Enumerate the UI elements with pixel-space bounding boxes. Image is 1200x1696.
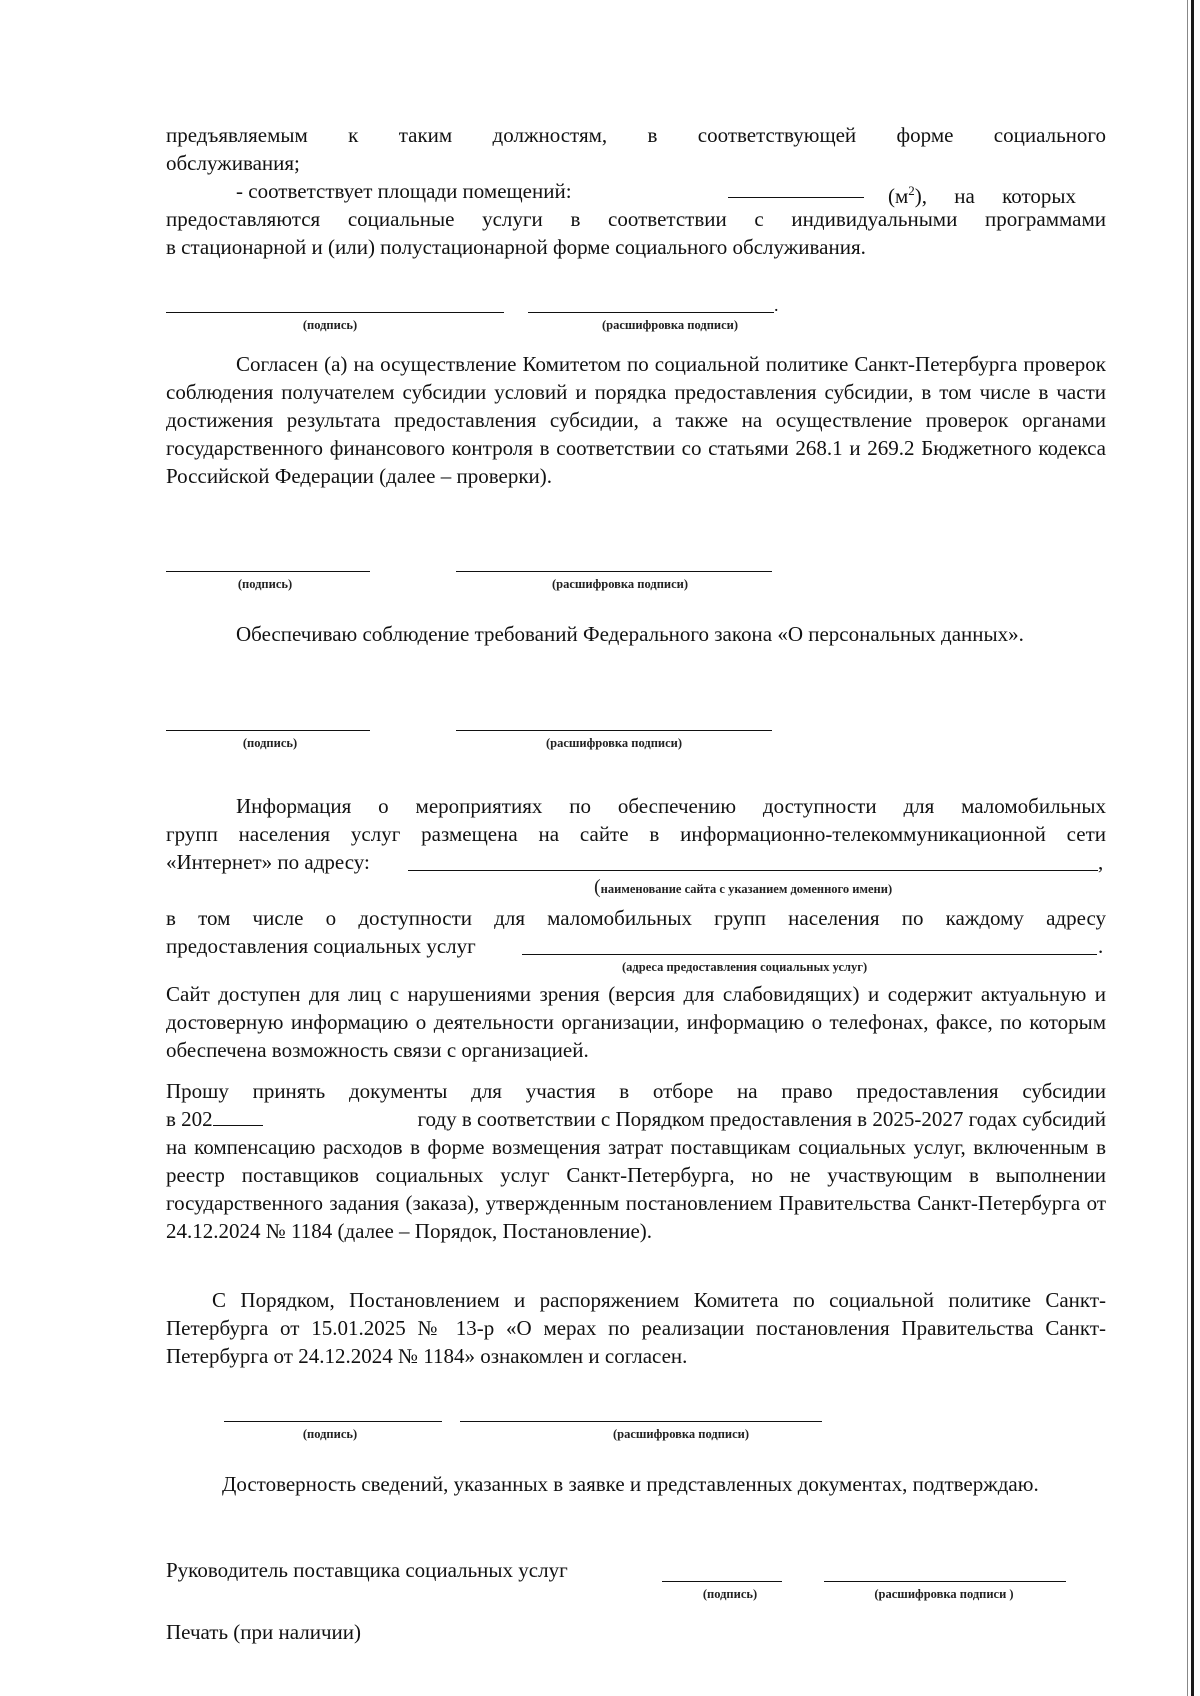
paragraph-site-accessible: Сайт доступен для лиц с нарушениями зрения (версия для слабовидящих) и содержит актуальную и достоверную информацию о деятельности организации, информацию о телефонах, факсе, по которым обеспечена возможность связи с организацией.: [166, 982, 1106, 1062]
p6-line1: Прошу принять документы для участия в отборе на право предоставления субсидии: [166, 1079, 1106, 1103]
head-sign-line: [662, 1581, 782, 1582]
sig1-dot: .: [774, 295, 779, 315]
p4-line2: групп населения услуг размещена на сайте в информационно-телекоммуникационной сети: [166, 822, 1106, 846]
paragraph-confirmation: Достоверность сведений, указанных в заявке и представленных документах, подтверждаю.: [222, 1472, 1039, 1496]
p4-line5-end: .: [1098, 934, 1104, 958]
p1-line3-pre: - соответствует площади помещений:: [236, 179, 572, 203]
paragraph-request: [166, 1077, 1106, 1245]
sig4-decode-line: [460, 1421, 822, 1422]
year-blank: [213, 1107, 263, 1126]
sig3-decode-line: [456, 730, 772, 731]
sig1-sign-caption: (подпись): [302, 318, 358, 332]
service-address-blank: [522, 932, 1097, 955]
p4-line3-text: «Интернет» по адресу:: [166, 850, 370, 874]
head-sign-caption: (подпись): [702, 1587, 758, 1601]
p6-rest: на компенсацию расходов в форме возмещения затрат поставщикам социальных услуг, включенным в реестр поставщиков социальных услуг Санкт-Петербурга, но не участвующим в выполнении государственного задания (заказа), утвержденным постановлением Правительства Санкт-Петербурга от 24.12.2024 № 1184 (далее – Порядок, Постановление).: [166, 1135, 1106, 1243]
p1-line3: [166, 177, 1106, 208]
sig2-decode-line: [456, 571, 772, 572]
head-signature-label: Руководитель поставщика социальных услуг: [166, 1558, 568, 1582]
paragraph-accessibility-cont: [166, 904, 1106, 960]
p1-line3-post: ), на которых: [914, 184, 1076, 208]
p1-line3-unit: (м: [888, 184, 909, 208]
sig2-sign-line: [166, 571, 370, 572]
sig2-decode-caption: (расшифровка подписи): [551, 577, 689, 591]
p4-line3-end: ,: [1098, 850, 1104, 874]
p6-line2: [166, 1105, 1106, 1133]
page-edge-scan-mark: [1191, 0, 1194, 1696]
sig4-decode-caption: (расшифровка подписи): [612, 1427, 750, 1441]
head-decode-line: [824, 1581, 1066, 1582]
paragraph-personal-data: Обеспечиваю соблюдение требований Федерального закона «О персональных данных».: [236, 622, 1024, 646]
p6-line2-year: [166, 1105, 263, 1133]
sig4-sign-caption: (подпись): [302, 1427, 358, 1441]
p6-line2-pre: в 202: [166, 1107, 213, 1131]
sig2-sign-caption: (подпись): [237, 577, 293, 591]
p4-line3: [166, 848, 1106, 876]
sig3-sign-line: [166, 730, 370, 731]
site-caption-paren: (: [594, 876, 601, 898]
p1-line4: предоставляются социальные услуги в соответствии с индивидуальными программами: [166, 207, 1106, 231]
paragraph-acknowledgement: С Порядком, Постановлением и распоряжением Комитета по социальной политике Санкт-Петербурга от 15.01.2025 № 13-р «О мерах по реализации постановления Правительства Санкт-Петербурга от 24.12.2024 № 1184» ознакомлен и согласен.: [166, 1288, 1106, 1368]
p1-line3-unit-group: [888, 177, 1076, 210]
head-decode-caption: (расшифровка подписи ): [874, 1587, 1014, 1601]
paragraph-accessibility: [166, 792, 1106, 876]
p1-line5: в стационарной и (или) полустационарной форме социального обслуживания.: [166, 235, 866, 259]
p4-line4: в том числе о доступности для маломобильных групп населения по каждому адресу: [166, 906, 1106, 930]
sig1-sign-line: [166, 312, 504, 313]
p1-line2: обслуживания;: [166, 151, 300, 175]
sig4-sign-line: [224, 1421, 442, 1422]
paragraph-consent-checks: Согласен (а) на осуществление Комитетом по социальной политике Санкт-Петербурга проверок соблюдения получателем субсидии условий и порядка предоставления субсидии, в том числе в части достижения результата предоставления субсидии, а также на осуществление проверок органами государственного финансового контроля в соответствии со статьями 268.1 и 269.2 Бюджетного кодекса Российской Федерации (далее – проверки).: [166, 352, 1106, 488]
site-caption: [594, 876, 893, 898]
sig1-decode-line: [528, 312, 774, 313]
p1-line1: предъявляемым к таким должностям, в соответствующей форме социального: [166, 123, 1106, 147]
p6-line2-post: году в соответствии с Порядком предоставления в 2025-2027 годах субсидий: [417, 1107, 1106, 1131]
stamp-label: Печать (при наличии): [166, 1620, 362, 1644]
page-edge-scan-mark-thin: [1187, 0, 1188, 1696]
sig3-sign-caption: (подпись): [242, 736, 298, 750]
paragraph-requirements: [166, 121, 1106, 261]
sig3-decode-caption: (расшифровка подписи): [545, 736, 683, 750]
area-blank-line: [728, 175, 864, 198]
address-caption: (адреса предоставления социальных услуг): [622, 960, 868, 974]
sig1-decode-caption: (расшифровка подписи): [601, 318, 739, 332]
site-address-blank: [408, 848, 1098, 871]
p4-line1: Информация о мероприятиях по обеспечению доступности для маломобильных: [236, 794, 1106, 818]
site-caption-text: наименование сайта с указанием доменного имени): [600, 882, 893, 896]
p4-line5: [166, 932, 1106, 960]
p1-line3-sup: 2: [908, 183, 915, 198]
p4-line5-text: предоставления социальных услуг: [166, 934, 476, 958]
